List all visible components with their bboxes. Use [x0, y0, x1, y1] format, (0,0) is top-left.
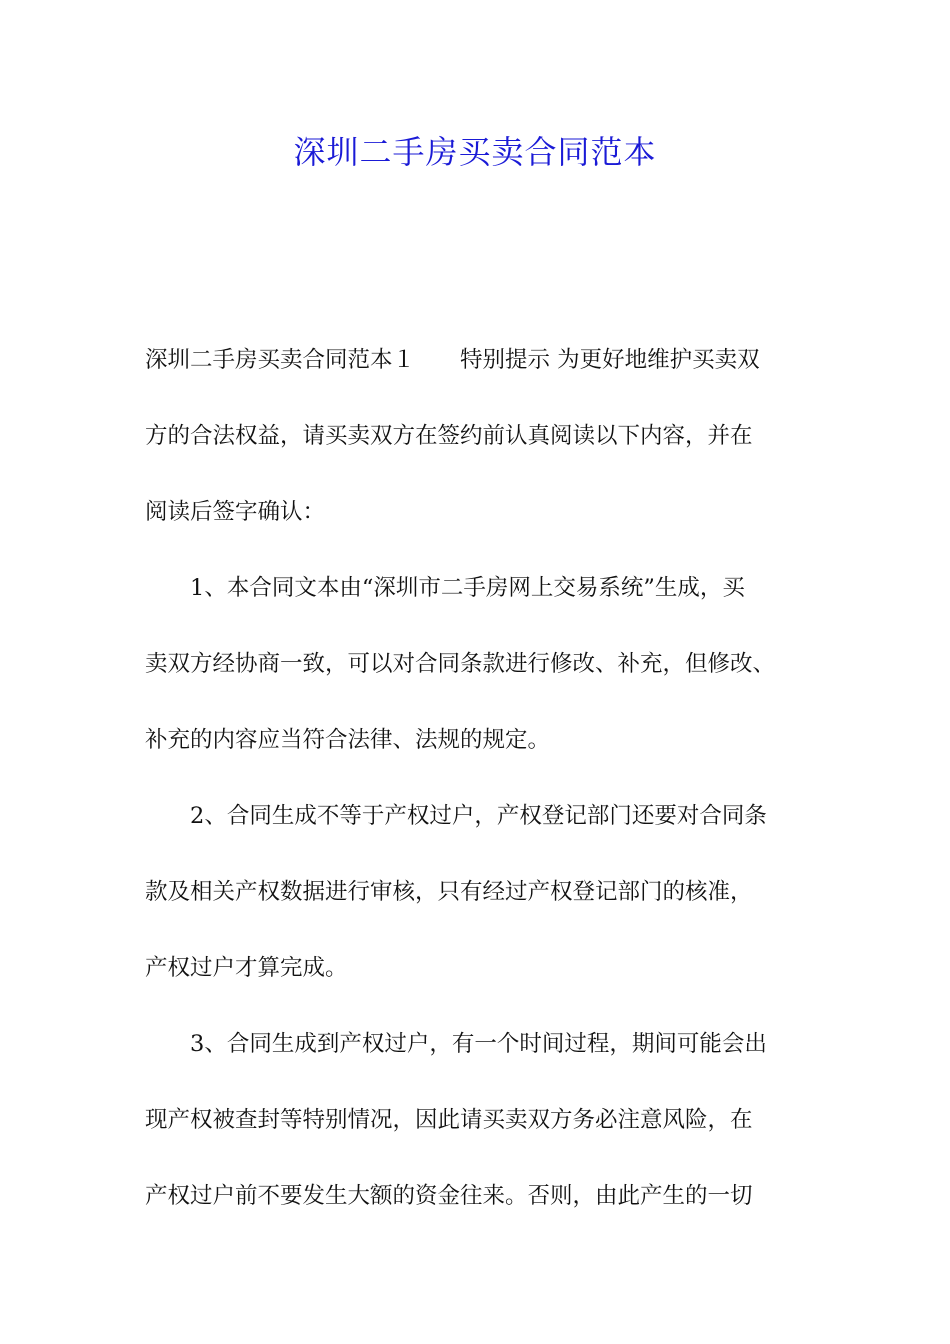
body-line: 方的合法权益，请买卖双方在签约前认真阅读以下内容，并在 — [145, 423, 753, 449]
body-line: 3、合同生成到产权过户，有一个时间过程，期间可能会出 — [145, 1031, 767, 1057]
body-line: 2、合同生成不等于产权过户，产权登记部门还要对合同条 — [145, 803, 767, 829]
body-line: 产权过户前不要发生大额的资金往来。否则，由此产生的一切 — [145, 1183, 753, 1209]
body-line: 产权过户才算完成。 — [145, 955, 348, 981]
body-line: 补充的内容应当符合法律、法规的规定。 — [145, 727, 551, 753]
body-line: 1、本合同文本由“深圳市二手房网上交易系统”生成，买 — [145, 575, 745, 601]
body-line: 阅读后签字确认： — [145, 499, 326, 525]
body-line: 卖双方经协商一致，可以对合同条款进行修改、补充，但修改、 — [145, 651, 776, 677]
body-line: 深圳二手房买卖合同范本１ 特别提示 为更好地维护买卖双 — [145, 347, 760, 373]
body-line: 款及相关产权数据进行审核，只有经过产权登记部门的核准， — [145, 879, 753, 905]
document-title: 深圳二手房买卖合同范本 — [293, 133, 657, 171]
body-line: 现产权被查封等特别情况，因此请买卖双方务必注意风险，在 — [145, 1107, 753, 1133]
